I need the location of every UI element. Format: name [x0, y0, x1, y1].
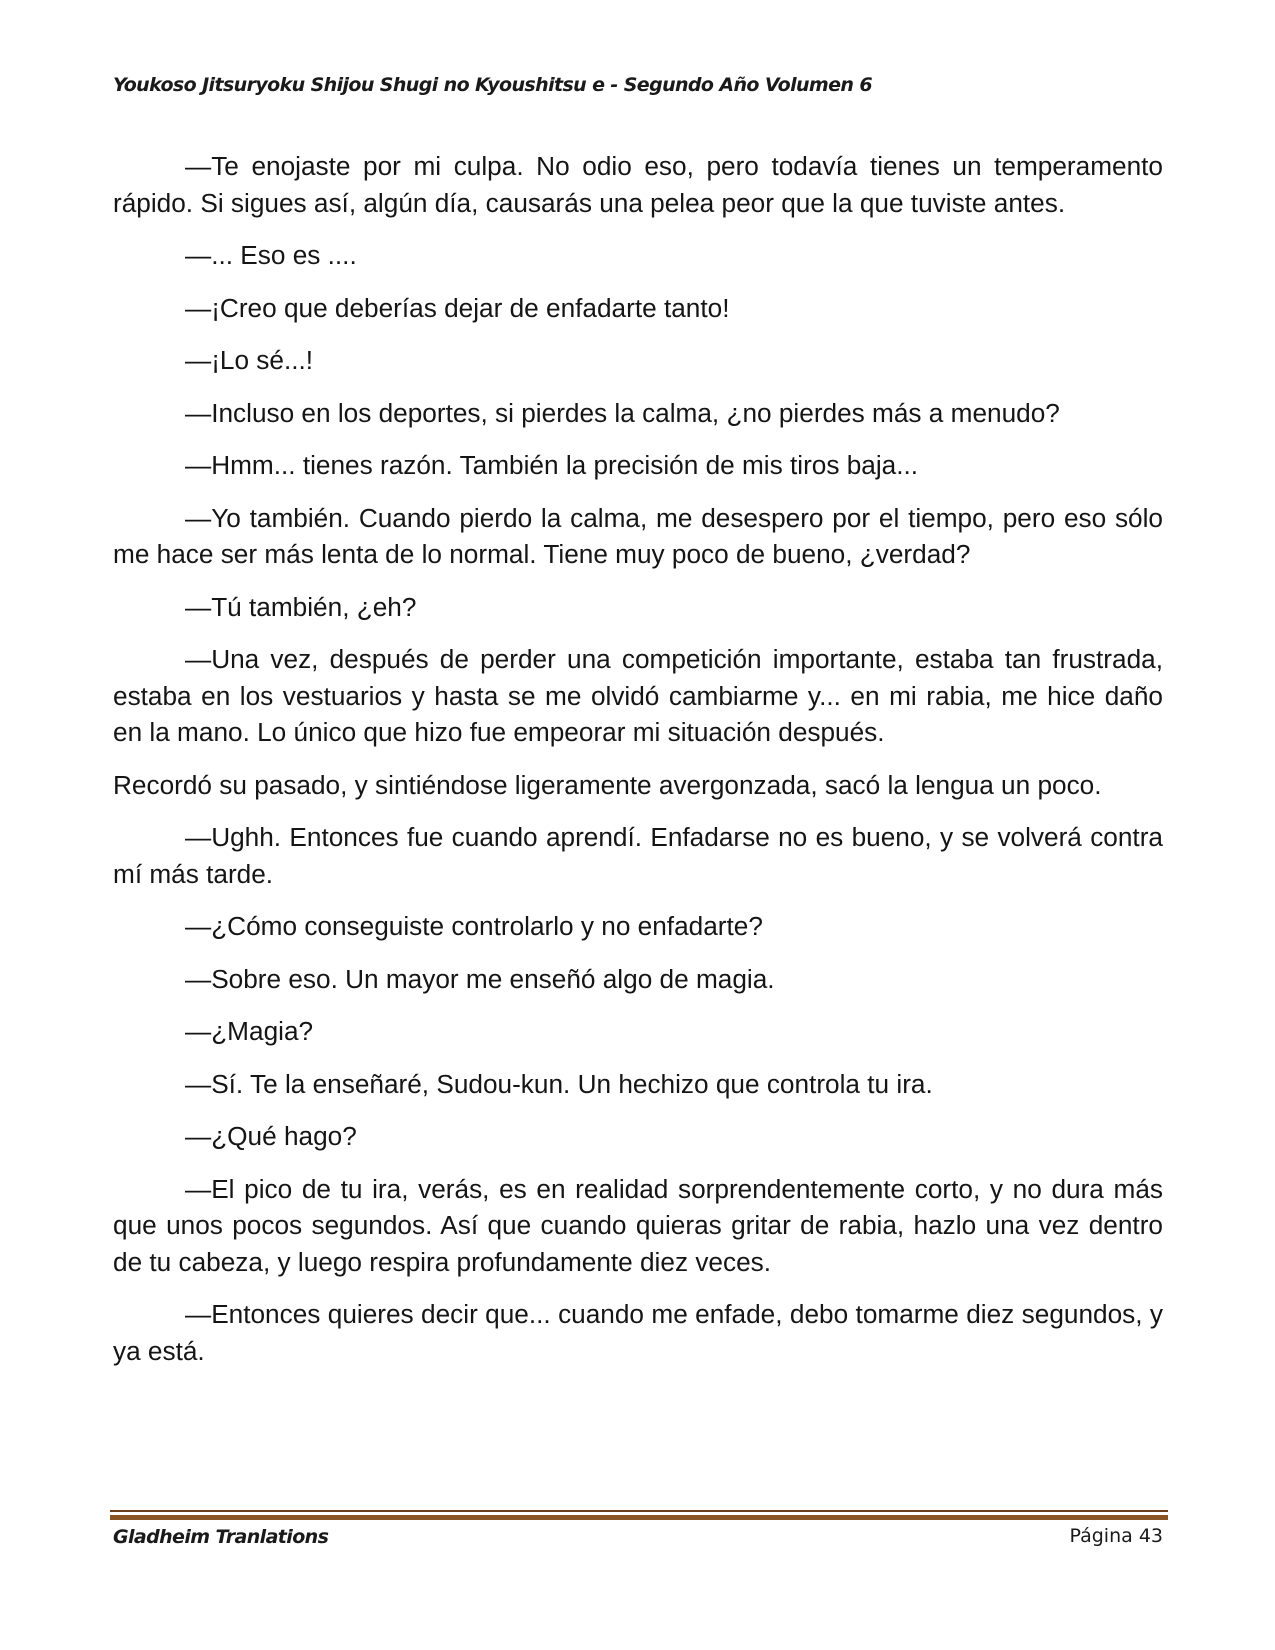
dialogue-paragraph: —Entonces quieres decir que... cuando me enfade, debo tomarme diez segundos, y ya está. — [113, 1299, 1163, 1366]
dialogue-paragraph: —Yo también. Cuando pierdo la calma, me desespero por el tiempo, pero eso sólo me hace ser más lenta de lo normal. Tiene muy poco de bueno, ¿verdad? — [113, 502, 1163, 569]
dialogue-paragraph: —¿Magia? — [185, 1016, 314, 1046]
page-label: Página — [1069, 1525, 1133, 1547]
dialogue-paragraph: —¡Lo sé...! — [185, 345, 314, 375]
dialogue-paragraph: —Una vez, después de perder una competición importante, estaba tan frustrada, estaba en los vestuarios y hasta se me olvidó cambiarme y... en mi rabia, me hice daño en la mano. Lo único que hizo fue empeorar mi situación después. — [113, 644, 1163, 747]
dialogue-paragraph: —Te enojaste por mi culpa. No odio eso, pero todavía tienes un temperamento rápido. Si sigues así, algún día, causarás una pelea peor que la que tuviste antes. — [113, 151, 1163, 218]
dialogue-paragraph: —Sobre eso. Un mayor me enseñó algo de magia. — [185, 963, 775, 994]
running-header: Youkoso Jitsuryoku Shijou Shugi no Kyoushitsu e - Segundo Año Volumen 6 — [113, 74, 872, 96]
dialogue-paragraph: —¡Creo que deberías dejar de enfadarte tanto! — [185, 292, 730, 323]
page-number: 43 — [1138, 1525, 1163, 1547]
dialogue-paragraph: —... Eso es .... — [185, 240, 357, 270]
dialogue-paragraph: —Tú también, ¿eh? — [185, 591, 417, 622]
narration-paragraph: Recordó su pasado, y sintiéndose ligeramente avergonzada, sacó la lengua un poco. — [113, 769, 1102, 800]
dialogue-paragraph: —Ughh. Entonces fue cuando aprendí. Enfadarse no es bueno, y se volverá contra mí más tarde. — [113, 822, 1163, 889]
footer-credit: Gladheim Tranlations — [113, 1526, 329, 1548]
page-body — [113, 148, 1163, 1385]
dialogue-paragraph: —¿Qué hago? — [185, 1121, 357, 1151]
dialogue-paragraph: —Hmm... tienes razón. También la precisión de mis tiros baja... — [185, 450, 919, 480]
footer-rule-thick — [110, 1515, 1168, 1520]
dialogue-paragraph: —Incluso en los deportes, si pierdes la calma, ¿no pierdes más a menudo? — [185, 397, 1060, 428]
dialogue-paragraph: —Sí. Te la enseñaré, Sudou-kun. Un hechizo que controla tu ira. — [185, 1068, 933, 1099]
page-number-block — [1069, 1525, 1163, 1547]
footer-rule-thin — [110, 1510, 1168, 1512]
dialogue-paragraph: —¿Cómo conseguiste controlarlo y no enfadarte? — [185, 911, 763, 941]
dialogue-paragraph: —El pico de tu ira, verás, es en realidad sorprendentemente corto, y no dura más que unos pocos segundos. Así que cuando quieras gritar de rabia, hazlo una vez dentro de tu cabeza, y luego respira profundamente diez veces. — [113, 1173, 1163, 1277]
